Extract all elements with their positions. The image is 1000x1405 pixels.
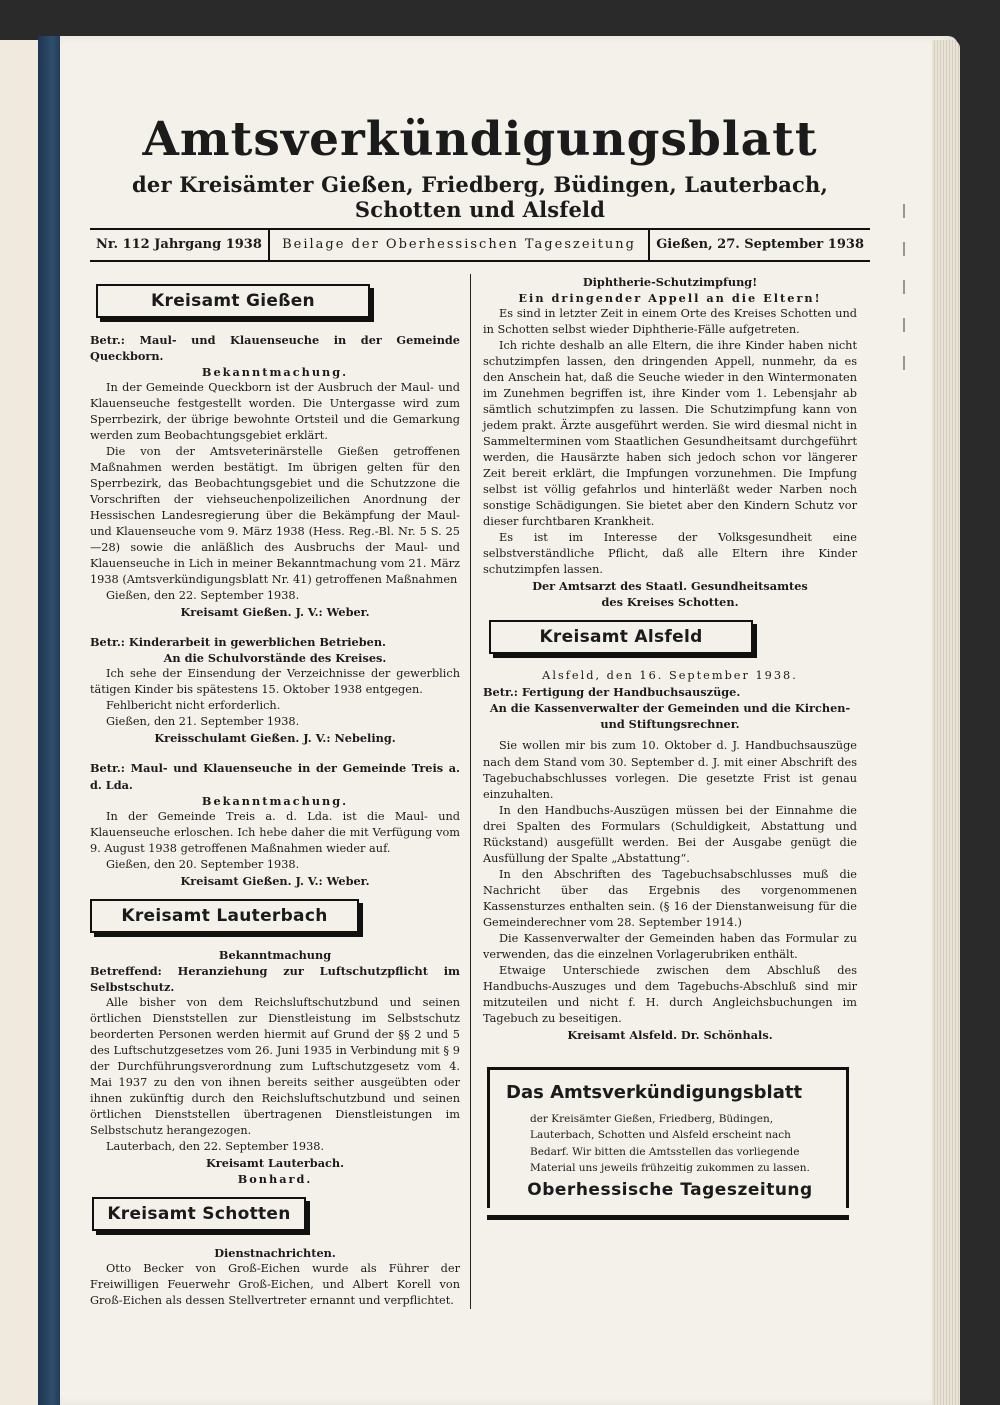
notice-title: Das Amtsverkündigungsblatt [506,1082,803,1104]
supplement-line: Beilage der Oberhessischen Tageszeitung [282,237,636,253]
section-heading-giessen: Kreisamt Gießen [96,284,370,318]
article-subject: Betreffend: Heranziehung zur Luftschutzpflicht im Selbstschutz. [90,963,460,994]
article-paragraph: In der Gemeinde Queckborn ist der Ausbruch der Maul- und Klauenseuche festgestellt worden. Die Untergasse wird zum Sperrbezirk, der übrige bewohnte Ortsteil und die Gemarkung werden zum Beobachtungsgebiet erklärt. [90,380,460,442]
article-paragraph: Ich sehe der Einsendung der Verzeichnisse der gewerblich tätigen Kinder bis spätestens 15. Oktober 1938 entgegen. [90,667,460,697]
article-addressee: An die Kassenverwalter der Gemeinden und die Kirchen- [489,701,851,716]
article-subject: Betr.: Maul- und Klauenseuche in der Gemeinde Queckborn. [90,332,460,363]
publication-notice-box [487,1067,849,1208]
article-subject: Betr.: Fertigung der Handbuchsauszüge. [483,685,741,700]
left-page-edge [0,40,39,1405]
section-heading-schotten: Kreisamt Schotten [92,1197,306,1231]
issue-bar [90,228,870,262]
article-paragraph: In den Handbuchs-Auszügen müssen bei der Einnahme die drei Spalten des Formulars (Schuldigkeit, Abstattung und Rückstand) ausgefüllt werden. Bei der Ausgabe genügt die Ausfüllung der Spalte „Abstattung“. [483,803,857,865]
article-label: Bekanntmachung. [201,364,349,379]
section-heading-alsfeld: Kreisamt Alsfeld [489,620,753,654]
masthead-title: Amtsverkündigungsblatt [142,112,818,167]
columns [90,274,870,1310]
article-place-date: Lauterbach, den 22. September 1938. [106,1140,325,1154]
article-paragraph: Es sind in letzter Zeit in einem Orte des Kreises Schotten und in Schotten selbst wieder Diphtherie-Fälle aufgetreten. [483,306,857,336]
section-heading-lauterbach: Kreisamt Lauterbach [90,899,359,933]
notice-newspaper-name: Oberhessische Tageszeitung [527,1180,813,1201]
article-signature: Kreisamt Alsfeld. Dr. Schönhals. [567,1028,773,1043]
article-place-date: Gießen, den 20. September 1938. [106,857,300,871]
article-subject: Betr.: Maul- und Klauenseuche in der Gemeinde Treis a. d. Lda. [90,761,460,792]
article-paragraph: Die Kassenverwalter der Gemeinden haben das Formular zu verwenden, das die einzelnen Vorlagerubriken enthält. [483,931,857,961]
article-label: Dienstnachrichten. [214,1246,336,1261]
right-column [471,274,857,1310]
article-signature: Kreisamt Gießen. J. V.: Weber. [180,605,370,620]
notice-text: der Kreisämter Gießen, Friedberg, Büdingen, Lauterbach, Schotten und Alsfeld erscheint nach Bedarf. Wir bitten die Amtsstellen das vorliegende Material uns jeweils frühzeitig zukommen zu lassen. [530,1113,810,1174]
article-paragraph: In der Gemeinde Treis a. d. Lda. ist die Maul- und Klauenseuche erloschen. Ich hebe daher die mit Verfügung vom 9. August 1938 getroffenen Maßnahmen wieder auf. [90,809,460,855]
pencil-margin-marks [900,180,908,1280]
article-paragraph: In den Abschriften des Tagebuchsabschlusses muß die Nachricht über das Ergebnis des vorgenommenen Kassensturzes enthalten sein. (§ 16 der Dienstanweisung für die Gemeinderechner vom 28. September 1914.) [483,867,857,929]
masthead-subtitle: der Kreisämter Gießen, Friedberg, Büdingen, Lauterbach, Schotten und Alsfeld [132,171,828,222]
article-subject: Betr.: Kinderarbeit in gewerblichen Betrieben. [90,635,386,650]
article-signature: Der Amtsarzt des Staatl. Gesundheitsamtes [532,579,808,594]
article-paragraph: Ich richte deshalb an alle Eltern, die ihre Kinder haben nicht schutzimpfen lassen, den dringenden Appell, nunmehr, da es den Anschein hat, daß die Seuche wieder in den Wintermonaten im Zunehmen begriffen ist, ihre Kinder vom 1. Lebensjahr ab sämtlich schutzimpfen zu lassen. Die Schutzimpfung kann von jedem prakt. Ärzte ausgeführt werden. Sie wird diesmal nicht in Sammelterminen vom Staatlichen Gesundheitsamt durchgeführt werden, die Hausärzte haben sich jedoch schon vor längerer Zeit bereit erklärt, die Impfungen vorzunehmen. Die Impfung selbst ist völlig gefahrlos und hinterläßt weder Narben noch sonstige Schädigungen. Sie bietet aber den Kindern Schutz vor dieser furchtbaren Krankheit. [483,338,857,529]
issue-number: Nr. 112 Jahrgang 1938 [90,230,270,260]
article-paragraph: Fehlbericht nicht erforderlich. [106,699,281,713]
left-column [90,274,471,1310]
article-place-date: Alsfeld, den 16. September 1938. [542,669,798,683]
article-paragraph: Sie wollen mir bis zum 10. Oktober d. J. Handbuchsauszüge nach dem Stand vom 30. September d. J. mit einer Abschrift des Tagebuchabschlusses vorlegen. Die gesetzte Frist ist genau einzuhalten. [483,739,857,801]
article-paragraph: Etwaige Unterschiede zwischen dem Abschluß des Handbuchs-Auszuges und dem Tagebuchs-Abschluß sind mir mitzuteilen und nicht f. H. durch Angleichsbuchungen im Tagebuch zu beseitigen. [483,963,857,1025]
article-title: Diphtherie-Schutzimpfung! [582,274,758,289]
article-addressee: An die Schulvorstände des Kreises. [163,651,387,666]
newspaper-sheet [90,90,870,1309]
article-paragraph: Es ist im Interesse der Volksgesundheit eine selbstverständliche Pflicht, daß alle Eltern ihre Kinder schutzimpfen lassen. [483,531,857,577]
article-addressee: und Stiftungsrechner. [600,717,740,732]
article-signature: des Kreises Schotten. [601,595,739,610]
article-place-date: Gießen, den 22. September 1938. [106,589,300,603]
article-paragraph: Die von der Amtsveterinärstelle Gießen getroffenen Maßnahmen werden bestätigt. Im übrigen gelten für den Sperrbezirk, das Beobachtungsgebiet und die Schutzzone die Vorschriften der viehseuchenpolizeilichen Anordnung der Hessischen Landesregierung über die Bekämpfung der Maul- und Klauenseuche vom 9. März 1938 (Hess. Reg.-Bl. Nr. 5 S. 25—28) sowie die anläßlich des Ausbruchs der Maul- und Klauenseuche in Lich in meiner Bekanntmachung vom 21. März 1938 (Amtsverkündigungsblatt Nr. 41) getroffenen Maßnahmen [90,444,460,587]
article-signature: Kreisamt Gießen. J. V.: Weber. [180,873,370,888]
article-label: Bekanntmachung [218,947,332,962]
article-paragraph: Otto Becker von Groß-Eichen wurde als Führer der Freiwilligen Feuerwehr Groß-Eichen, und Albert Korell von Groß-Eichen als dessen Stellvertreter ernannt und verpflichtet. [90,1262,460,1308]
article-signature: Kreisamt Lauterbach. [205,1156,345,1171]
article-paragraph: Alle bisher von dem Reichsluftschutzbund und seinen örtlichen Dienststellen zur Dienstleistung im Selbstschutz beorderten Personen werden hiermit auf Grund der §§ 2 und 5 des Luftschutzgesetzes vom 26. Juni 1935 in Verbindung mit § 9 der Durchführungsverordnung zum Luftschutzgesetz vom 4. Mai 1937 zu den von ihnen bereits seither ausgeübten oder ihnen zukünftig durch den Reichsluftschutzbund und seinen örtlichen Dienststellen übertragenen Dienstleistungen im Selbstschutz herangezogen. [90,995,460,1138]
article-place-date: Gießen, den 21. September 1938. [106,715,300,729]
article-signature: Kreisschulamt Gießen. J. V.: Nebeling. [154,731,396,746]
article-signature-name: Bonhard. [237,1172,313,1187]
dateline: Gießen, 27. September 1938 [648,230,870,260]
page-stack-edge [932,40,960,1405]
article-subtitle: Ein dringender Appell an die Eltern! [518,290,822,305]
article-label: Bekanntmachung. [201,793,349,808]
